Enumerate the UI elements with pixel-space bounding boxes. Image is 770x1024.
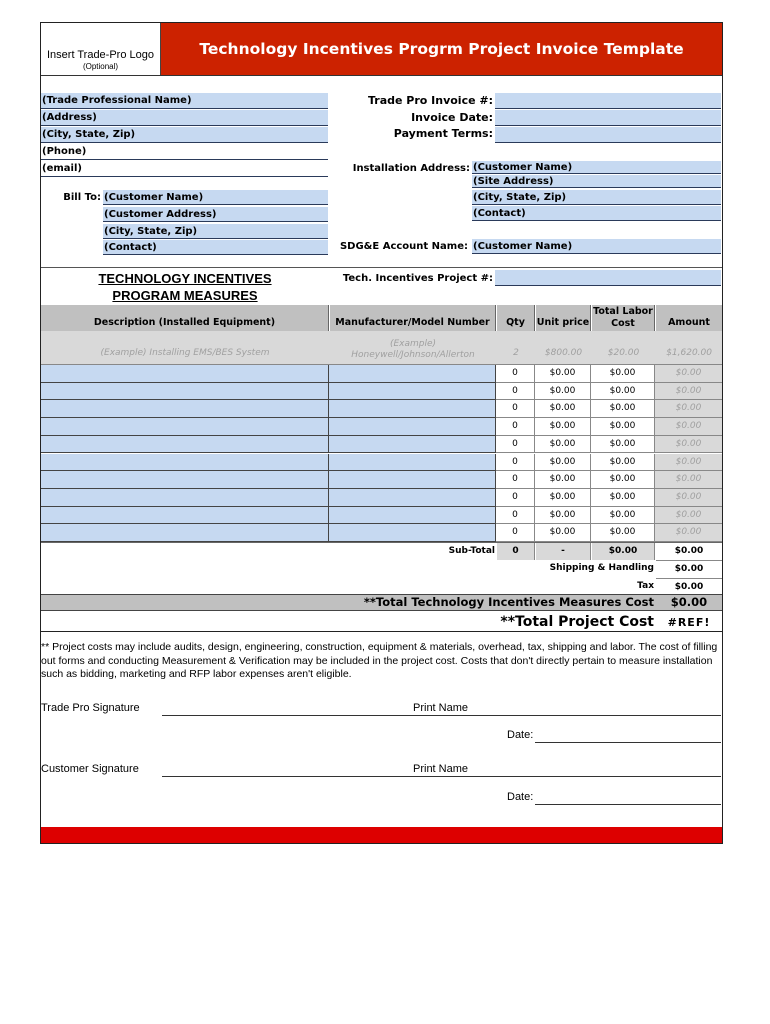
table-row (41, 524, 722, 542)
project-number-field[interactable] (495, 270, 721, 286)
row-manufacturer[interactable] (329, 418, 496, 436)
row-qty: 0 (496, 436, 535, 454)
row-labor: $0.00 (591, 454, 655, 472)
col-header-manufacturer: Manufacturer/Model Number (330, 305, 496, 331)
row-manufacturer[interactable] (329, 365, 496, 383)
row-manufacturer[interactable] (329, 383, 496, 401)
row-amount: $0.00 (655, 383, 722, 401)
row-amount: $0.00 (655, 489, 722, 507)
invoice-number-field[interactable] (495, 93, 721, 109)
row-labor: $0.00 (591, 524, 655, 542)
tax-value[interactable]: $0.00 (656, 578, 722, 595)
row-qty: 0 (496, 418, 535, 436)
invoice-number-label: Trade Pro Invoice #: (367, 94, 493, 107)
measures-cost-value: $0.00 (670, 595, 708, 609)
example-qty: 2 (513, 348, 519, 358)
row-description[interactable] (41, 454, 329, 472)
bill-to-customer-field[interactable]: (Customer Name) (103, 190, 328, 205)
trade-pro-signature-line[interactable] (162, 715, 721, 716)
row-description[interactable] (41, 400, 329, 418)
row-manufacturer[interactable] (329, 436, 496, 454)
row-amount: $0.00 (655, 454, 722, 472)
row-qty: 0 (496, 400, 535, 418)
example-manufacturer-line2: Honeywell/Johnson/Allerton (351, 350, 475, 360)
row-description[interactable] (41, 365, 329, 383)
row-manufacturer[interactable] (329, 454, 496, 472)
row-unit-price: $0.00 (535, 454, 591, 472)
row-unit-price: $0.00 (535, 507, 591, 525)
trade-pro-email-field[interactable]: (email) (41, 161, 328, 177)
row-description[interactable] (41, 436, 329, 454)
payment-terms-field[interactable] (495, 127, 721, 143)
row-manufacturer[interactable] (329, 507, 496, 525)
bill-to-address-field[interactable]: (Customer Address) (103, 207, 328, 222)
col-header-qty: Qty (497, 305, 535, 331)
page-title: Technology Incentives Progrm Project Invoice Template (161, 23, 722, 75)
row-amount: $0.00 (655, 524, 722, 542)
project-cost-label: **Total Project Cost (500, 614, 654, 630)
example-labor: $20.00 (607, 348, 640, 358)
header-divider (41, 75, 722, 76)
row-labor: $0.00 (591, 400, 655, 418)
subtotal-labor: $0.00 (592, 543, 655, 560)
row-qty: 0 (496, 489, 535, 507)
row-manufacturer[interactable] (329, 524, 496, 542)
bill-to-contact-field[interactable]: (Contact) (103, 240, 328, 255)
col-header-amount: Amount (656, 305, 722, 331)
table-row (41, 471, 722, 489)
invoice-date-label: Invoice Date: (411, 111, 493, 124)
col-header-unit-price: Unit price (536, 305, 591, 331)
row-unit-price: $0.00 (535, 418, 591, 436)
row-unit-price: $0.00 (535, 489, 591, 507)
row-qty: 0 (496, 471, 535, 489)
trade-pro-address-field[interactable]: (Address) (41, 110, 328, 126)
installation-customer-field[interactable]: (Customer Name) (472, 161, 721, 174)
col-header-description: Description (Installed Equipment) (41, 305, 329, 331)
row-amount: $0.00 (655, 365, 722, 383)
trade-pro-date-label: Date: (507, 729, 534, 741)
example-amount: $1,620.00 (666, 348, 712, 358)
row-labor: $0.00 (591, 383, 655, 401)
trade-pro-name-field[interactable]: (Trade Professional Name) (41, 93, 328, 109)
bill-to-city-field[interactable]: (City, State, Zip) (103, 224, 328, 239)
row-labor: $0.00 (591, 365, 655, 383)
row-amount: $0.00 (655, 400, 722, 418)
row-manufacturer[interactable] (329, 471, 496, 489)
row-qty: 0 (496, 454, 535, 472)
measures-cost-label: **Total Technology Incentives Measures Cost (363, 595, 654, 609)
example-unit-price: $800.00 (544, 348, 583, 358)
row-unit-price: $0.00 (535, 471, 591, 489)
installation-contact-field[interactable]: (Contact) (472, 206, 721, 221)
table-row (41, 365, 722, 383)
row-qty: 0 (496, 383, 535, 401)
installation-address-label: Installation Address: (352, 163, 470, 174)
logo-placeholder[interactable] (41, 23, 161, 75)
payment-terms-label: Payment Terms: (393, 127, 493, 140)
row-labor: $0.00 (591, 418, 655, 436)
row-description[interactable] (41, 507, 329, 525)
row-labor: $0.00 (591, 471, 655, 489)
section-divider (41, 267, 722, 268)
row-unit-price: $0.00 (535, 383, 591, 401)
project-cost-value: #REF! (667, 616, 711, 629)
row-description[interactable] (41, 383, 329, 401)
customer-signature-label: Customer Signature (41, 763, 139, 775)
line-items (41, 365, 722, 542)
row-unit-price: $0.00 (535, 400, 591, 418)
row-description[interactable] (41, 471, 329, 489)
row-labor: $0.00 (591, 489, 655, 507)
row-manufacturer[interactable] (329, 400, 496, 418)
subtotal-unit: - (536, 543, 591, 560)
trade-pro-city-field[interactable]: (City, State, Zip) (41, 127, 328, 143)
table-row (41, 454, 722, 472)
installation-city-field[interactable]: (City, State, Zip) (472, 190, 721, 205)
trade-pro-print-name-label: Print Name (413, 702, 469, 714)
row-amount: $0.00 (655, 507, 722, 525)
project-number-label: Tech. Incentives Project #: (342, 273, 493, 284)
account-name-field[interactable]: (Customer Name) (472, 239, 721, 254)
row-labor: $0.00 (591, 507, 655, 525)
row-description[interactable] (41, 489, 329, 507)
shipping-value[interactable]: $0.00 (656, 560, 722, 578)
row-unit-price: $0.00 (535, 365, 591, 383)
row-description[interactable] (41, 524, 329, 542)
customer-signature-line[interactable] (162, 776, 721, 777)
example-manufacturer (330, 339, 496, 361)
row-amount: $0.00 (655, 436, 722, 454)
installation-site-field[interactable]: (Site Address) (472, 175, 721, 188)
labor-header-line1: Total Labor (593, 306, 653, 317)
customer-print-name-label: Print Name (413, 763, 469, 775)
measures-heading-line2: PROGRAM MEASURES (112, 288, 258, 303)
tax-label: Tax (637, 581, 654, 591)
table-row (41, 400, 722, 418)
table-row (41, 489, 722, 507)
table-row (41, 383, 722, 401)
example-manufacturer-line1: (Example) (389, 339, 437, 349)
table-row (41, 507, 722, 525)
trade-pro-phone-field[interactable]: (Phone) (41, 144, 328, 160)
account-name-label: SDG&E Account Name: (339, 241, 468, 252)
invoice-date-field[interactable] (495, 110, 721, 126)
row-unit-price: $0.00 (535, 524, 591, 542)
bill-to-label: Bill To: (63, 192, 101, 203)
footer-bar (41, 827, 722, 843)
measures-heading-line1: TECHNOLOGY INCENTIVES (98, 271, 272, 286)
logo-line1: Insert Trade-Pro Logo (46, 49, 154, 61)
subtotal-amount: $0.00 (674, 546, 704, 556)
table-row (41, 418, 722, 436)
row-qty: 0 (496, 507, 535, 525)
trade-pro-signature-label: Trade Pro Signature (41, 702, 140, 714)
row-qty: 0 (496, 365, 535, 383)
row-manufacturer[interactable] (329, 489, 496, 507)
row-amount: $0.00 (655, 418, 722, 436)
logo-line2: (Optional) (82, 62, 119, 71)
row-amount: $0.00 (655, 471, 722, 489)
row-qty: 0 (496, 524, 535, 542)
row-description[interactable] (41, 418, 329, 436)
trade-pro-date-line[interactable] (535, 742, 721, 743)
subtotal-qty: 0 (497, 543, 535, 560)
example-description: (Example) Installing EMS/BES System (100, 348, 270, 358)
row-unit-price: $0.00 (535, 436, 591, 454)
measures-heading (41, 270, 329, 304)
cost-note: ** Project costs may include audits, design, engineering, construction, equipment & materials, overhead, tax, shipping and labor. The cost of filling out forms and conducting Measurement & Verification may be included in the project cost. Costs that don't directly pertain to measure installation such as bidding, marketing and RFP labor expenses aren't eligible. (41, 641, 718, 680)
shipping-label: Shipping & Handling (549, 563, 654, 573)
table-row (41, 436, 722, 454)
customer-date-line[interactable] (535, 804, 721, 805)
labor-header-line2: Cost (611, 317, 635, 329)
col-header-labor (592, 305, 655, 331)
subtotal-label: Sub-Total (448, 546, 495, 556)
customer-date-label: Date: (507, 791, 534, 803)
row-labor: $0.00 (591, 436, 655, 454)
